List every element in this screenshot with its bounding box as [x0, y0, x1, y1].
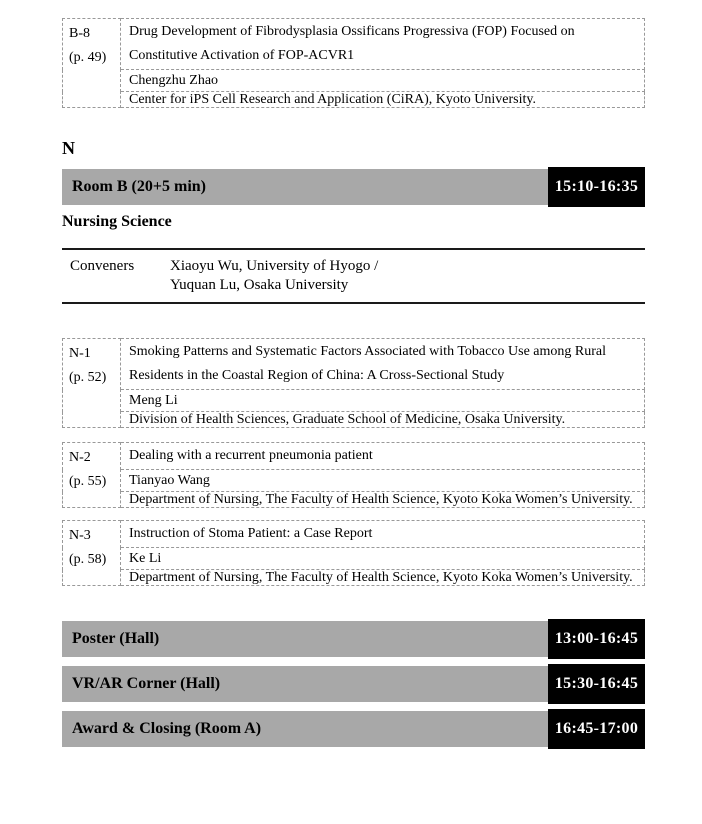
- footer-bar-time: 15:30-16:45: [548, 664, 645, 704]
- session-affiliation: Division of Health Sciences, Graduate School of Medicine, Osaka University.: [121, 412, 645, 428]
- session-affiliation: Center for iPS Cell Research and Application (CiRA), Kyoto University.: [121, 92, 645, 108]
- session-table-b8: [62, 18, 645, 108]
- session-title: Instruction of Stoma Patient: a Case Report: [121, 521, 645, 548]
- session-id-cell: [63, 19, 121, 108]
- session-title: Smoking Patterns and Systematic Factors Associated with Tobacco Use among Rural Residents in the Coastal Region of China: A Cross-Sectional Study: [121, 339, 645, 390]
- session-table-n1: [62, 338, 645, 428]
- session-page-ref: (p. 55): [69, 474, 107, 489]
- session-page-ref: (p. 49): [69, 50, 107, 65]
- footer-bar-label: Award & Closing (Room A): [62, 711, 548, 747]
- session-title: Drug Development of Fibrodysplasia Ossificans Progressiva (FOP) Focused on Constitutive Activation of FOP-ACVR1: [121, 19, 645, 70]
- session-id-cell: [63, 339, 121, 428]
- room-session-bar: [62, 167, 645, 207]
- session-page-ref: (p. 58): [69, 552, 107, 567]
- session-id-cell: [63, 443, 121, 508]
- footer-bar-label: VR/AR Corner (Hall): [62, 666, 548, 702]
- convener-line-1: Xiaoyu Wu, University of Hyogo /: [170, 258, 379, 274]
- footer-bar-time: 13:00-16:45: [548, 619, 645, 659]
- room-bar-time: 15:10-16:35: [548, 167, 645, 207]
- conveners-label: Conveners: [70, 258, 135, 274]
- footer-bars: [62, 619, 645, 749]
- conveners-table: [62, 248, 645, 304]
- session-affiliation: Department of Nursing, The Faculty of Health Science, Kyoto Koka Women’s University.: [121, 492, 645, 508]
- session-id: N-3: [69, 528, 91, 543]
- footer-bar-label: Poster (Hall): [62, 621, 548, 657]
- session-page-ref: (p. 52): [69, 370, 107, 385]
- session-id: N-1: [69, 346, 91, 361]
- footer-bar-time: 16:45-17:00: [548, 709, 645, 749]
- session-speaker: Chengzhu Zhao: [121, 70, 645, 92]
- room-bar-label: Room B (20+5 min): [62, 169, 548, 205]
- session-speaker: Tianyao Wang: [121, 470, 645, 492]
- section-title: Nursing Science: [62, 213, 172, 230]
- footer-bar-award-closing: [62, 709, 645, 749]
- session-id: B-8: [69, 26, 90, 41]
- session-id-cell: [63, 521, 121, 586]
- convener-line-2: Yuquan Lu, Osaka University: [170, 277, 349, 293]
- session-affiliation: Department of Nursing, The Faculty of Health Science, Kyoto Koka Women’s University.: [121, 570, 645, 586]
- session-speaker: Ke Li: [121, 548, 645, 570]
- session-speaker: Meng Li: [121, 390, 645, 412]
- footer-bar-vr-ar-corner: [62, 664, 645, 704]
- session-table-n3: [62, 520, 645, 586]
- session-id: N-2: [69, 450, 91, 465]
- section-letter: N: [62, 138, 75, 158]
- page-content: [62, 18, 645, 749]
- footer-bar-poster: [62, 619, 645, 659]
- conveners-names: [170, 257, 378, 295]
- session-table-n2: [62, 442, 645, 508]
- session-title: Dealing with a recurrent pneumonia patient: [121, 443, 645, 470]
